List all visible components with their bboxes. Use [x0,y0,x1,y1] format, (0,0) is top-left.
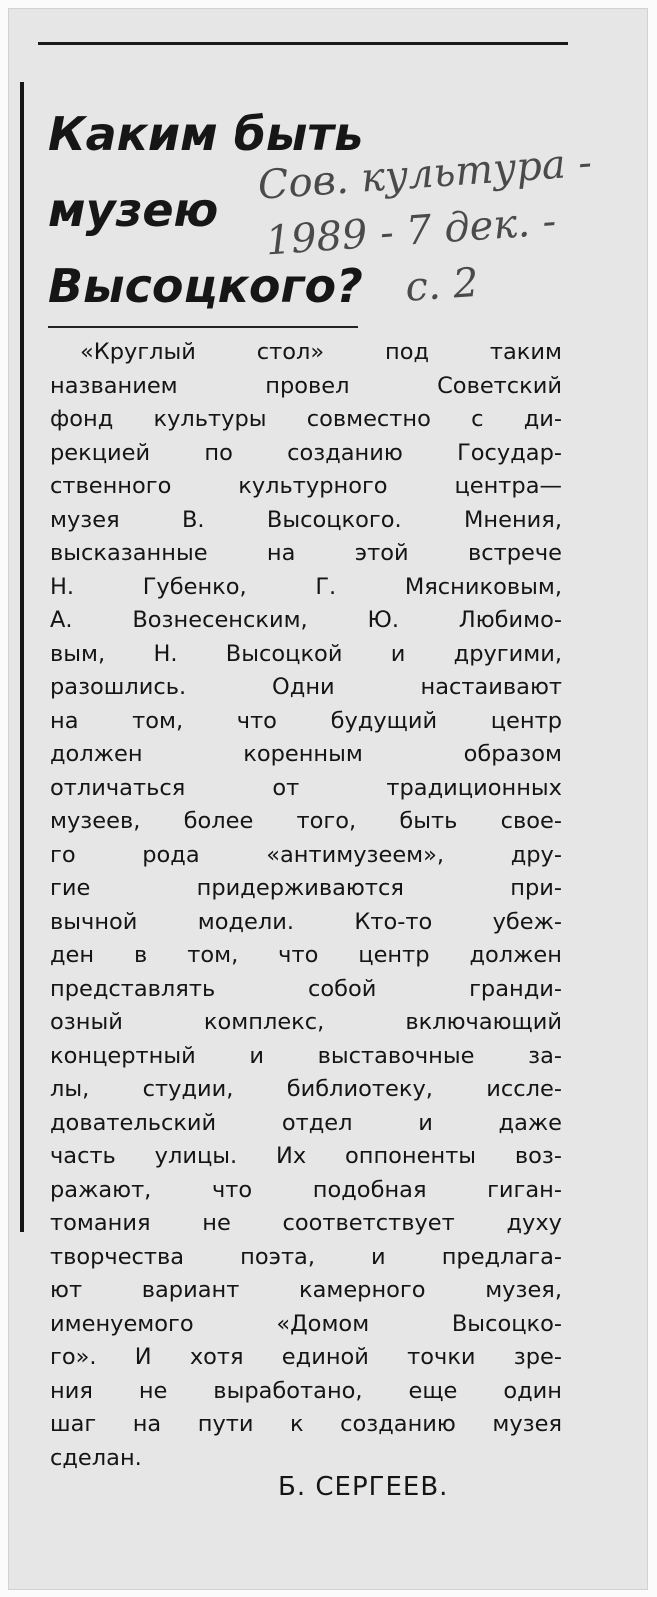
article-line: ют вариант камерного музея, [50,1277,562,1303]
article-line: «Круглый стол» под таким [80,339,562,365]
article-line: Н. Губенко, Г. Мясниковым, [50,573,562,600]
article-line: должен коренным образом [50,741,562,767]
article-line: музея В. Высоцкого. Мнения, [50,506,562,533]
article-line: рекцией по созданию Государ- [50,439,562,466]
headline-line: Каким быть [48,107,364,161]
author-byline: Б. СЕРГЕЕВ. [278,1472,449,1502]
handwritten-source-note [256,131,647,325]
article-line: вым, Н. Высоцкой и другими, [50,640,562,667]
title-rule [48,326,358,328]
article-line: довательский отдел и даже [50,1109,562,1136]
article-line: названием провел Советский [50,372,562,399]
handwritten-line: 1989 - 7 дек. - [264,198,558,265]
article-line: ственного культурного центра— [50,473,562,499]
top-rule [38,42,568,45]
article-line: лы, студии, библиотеку, иссле- [50,1076,562,1102]
article-line: концертный и выставочные за- [50,1042,562,1069]
article-line: вычной модели. Кто-то убеж- [50,908,562,935]
article-line: разошлись. Одни настаивают [50,674,562,700]
left-margin-rule [20,82,24,1232]
article-line: часть улицы. Их оппоненты воз- [50,1143,562,1169]
article-line: сделан. [50,1444,142,1471]
headline-line: музею [48,183,219,237]
article-line: ражают, что подобная гиган- [50,1176,562,1203]
handwritten-line: Сов. культура - [256,139,594,209]
newspaper-clipping [8,8,648,1590]
article-line: отличаться от традиционных [50,774,562,801]
article-line: томания не соответствует духу [50,1210,562,1236]
handwritten-line: с. 2 [403,259,481,311]
article-line: ден в том, что центр должен [50,942,562,968]
article-line: творчества поэта, и предлага- [50,1243,562,1270]
article-line: го рода «антимузеем», дру- [50,841,562,868]
article-line: представлять собой гранди- [50,975,562,1002]
article-line: ния не выработано, еще один [50,1377,562,1404]
article-line: музеев, более того, быть свое- [50,808,562,834]
article-body [50,336,562,1475]
headline-line: Высоцкого? [48,259,363,313]
article-line: А. Вознесенским, Ю. Любимо- [50,607,562,633]
article-line: высказанные на этой встрече [50,540,562,566]
article-line: на том, что будущий центр [50,707,562,734]
article-line: гие придерживаются при- [50,875,562,901]
article-line: озный комплекс, включающий [50,1009,562,1035]
article-line: го». И хотя единой точки зре- [50,1344,562,1370]
article-line: фонд культуры совместно с ди- [50,406,562,432]
article-line: именуемого «Домом Высоцко- [50,1310,562,1337]
article-line: шаг на пути к созданию музея [50,1411,562,1437]
